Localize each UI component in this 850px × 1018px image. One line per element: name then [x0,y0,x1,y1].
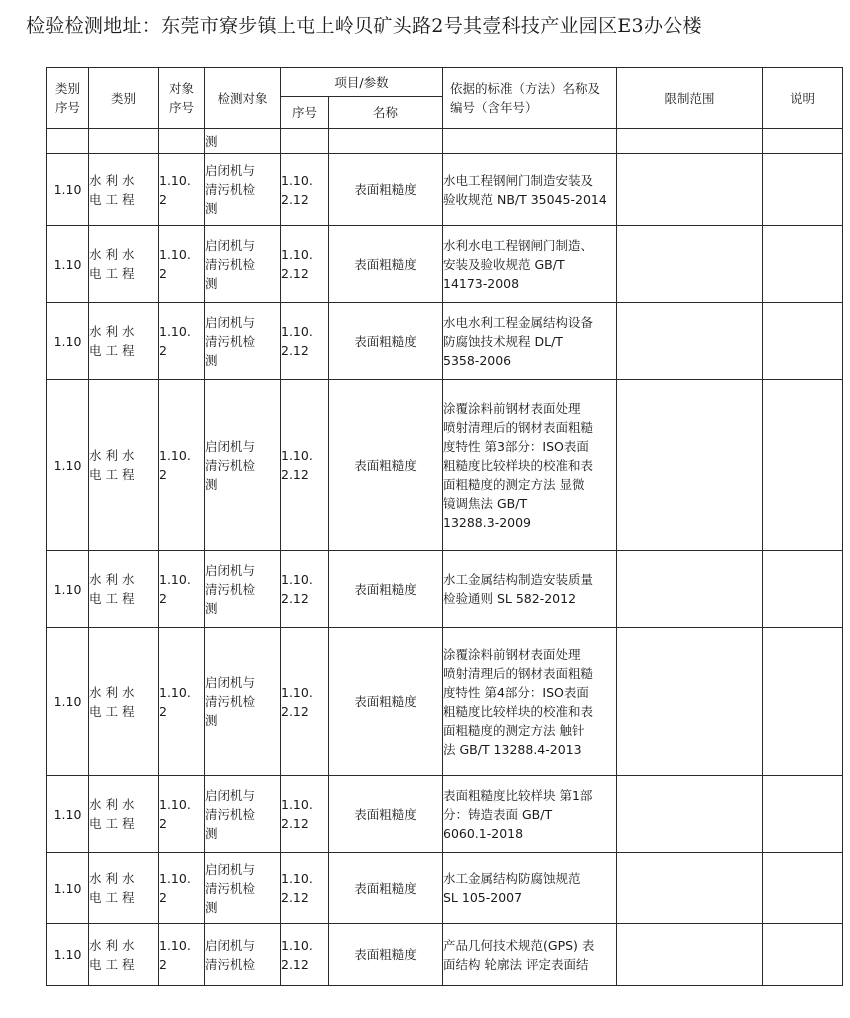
cell-limit [617,303,763,380]
cell-note [763,776,843,853]
cell-item-no: 1.10. 2.12 [281,226,329,303]
cell-item-name: 表面粗糙度 [329,776,443,853]
address-text: 检验检测地址：东莞市寮步镇上屯上岭贝矿头路2号其壹科技产业园区E3办公楼 [26,15,702,37]
cell-standard: 表面粗糙度比较样块 第1部 分：铸造表面 GB/T 6060.1-2018 [443,776,617,853]
cell-object-no: 1.10. 2 [159,776,205,853]
cell-standard: 涂覆涂料前钢材表面处理 喷射清理后的钢材表面粗糙 度特性 第3部分：ISO表面 粗糙度比较样块的校准和表 面粗糙度的测定方法 显微 镜调焦法 GB/T 13288.3-2009 [443,380,617,551]
cell-object: 启闭机与 清污机检 测 [205,628,281,776]
cell-category: 水利水 电工程 [89,924,159,986]
cell-standard: 水工金属结构制造安装质量 检验通则 SL 582-2012 [443,551,617,628]
cell-object: 启闭机与 清污机检 [205,924,281,986]
cell-item-name: 表面粗糙度 [329,154,443,226]
table-row [47,853,843,924]
cell-item-name: 表面粗糙度 [329,551,443,628]
cell-category: 水利水 电工程 [89,551,159,628]
cell-category-no: 1.10 [47,154,89,226]
cell-item-no: 1.10. 2.12 [281,380,329,551]
header-category: 类别 [89,68,159,129]
header-item-name: 名称 [329,97,443,129]
table-row [47,551,843,628]
cell-item-name: 表面粗糙度 [329,628,443,776]
cell-standard: 水电工程钢闸门制造安装及 验收规范 NB/T 35045-2014 [443,154,617,226]
cell-category: 水利水 电工程 [89,154,159,226]
cell-category: 水利水 电工程 [89,303,159,380]
table-row [47,303,843,380]
cell-object: 启闭机与 清污机检 测 [205,226,281,303]
cell-limit [617,551,763,628]
scope-table [46,67,843,986]
cell-object: 启闭机与 清污机检 测 [205,551,281,628]
cell-note [763,226,843,303]
cell-note [763,853,843,924]
cell-standard: 水工金属结构防腐蚀规范 SL 105-2007 [443,853,617,924]
cell-object-no: 1.10. 2 [159,924,205,986]
cell-category: 水利水 电工程 [89,853,159,924]
continuation-row [47,129,843,154]
cell-category-no: 1.10 [47,853,89,924]
cell-category-no: 1.10 [47,303,89,380]
cell-item-no: 1.10. 2.12 [281,628,329,776]
cell-limit [617,924,763,986]
cell-category: 水利水 电工程 [89,628,159,776]
cell-category: 水利水 电工程 [89,226,159,303]
cell-item-no: 1.10. 2.12 [281,154,329,226]
cell-limit [617,226,763,303]
cell-note [763,628,843,776]
cell-limit [617,628,763,776]
header-standard: 依据的标准（方法）名称及 编号（含年号） [443,68,617,129]
cell-note [763,380,843,551]
cell-object-no: 1.10. 2 [159,853,205,924]
cell-limit [617,776,763,853]
page-header [26,14,816,39]
table-row [47,628,843,776]
cell-object-no: 1.10. 2 [159,303,205,380]
cell-item-name: 表面粗糙度 [329,303,443,380]
cell-note [763,551,843,628]
cell-note [763,303,843,380]
cell-item-name: 表面粗糙度 [329,380,443,551]
cell-category-no: 1.10 [47,924,89,986]
cell-item-name: 表面粗糙度 [329,924,443,986]
cell-standard: 水利水电工程钢闸门制造、 安装及验收规范 GB/T 14173-2008 [443,226,617,303]
cell-item-no: 1.10. 2.12 [281,924,329,986]
cell-category-no: 1.10 [47,776,89,853]
cell-standard: 产品几何技术规范(GPS) 表 面结构 轮廓法 评定表面结 [443,924,617,986]
cell-object: 启闭机与 清污机检 测 [205,380,281,551]
header-note: 说明 [763,68,843,129]
header-object: 检测对象 [205,68,281,129]
cell-standard: 水电水利工程金属结构设备 防腐蚀技术规程 DL/T 5358-2006 [443,303,617,380]
cell-category-no: 1.10 [47,226,89,303]
cell-object: 启闭机与 清污机检 测 [205,853,281,924]
cell-limit [617,380,763,551]
cell-object-no: 1.10. 2 [159,226,205,303]
cell-note [763,924,843,986]
header-category-no: 类别 序号 [47,68,89,129]
cell-object: 启闭机与 清污机检 测 [205,154,281,226]
cell-object-no: 1.10. 2 [159,154,205,226]
cell-item-no: 1.10. 2.12 [281,303,329,380]
cell-category: 水利水 电工程 [89,380,159,551]
cell-item-no: 1.10. 2.12 [281,551,329,628]
cell-category-no: 1.10 [47,628,89,776]
header-item-param: 项目/参数 [281,68,443,97]
table-row [47,776,843,853]
table-row [47,226,843,303]
cell-object: 启闭机与 清污机检 测 [205,776,281,853]
table-row [47,380,843,551]
cell-limit [617,154,763,226]
header-limit: 限制范围 [617,68,763,129]
cell-category: 水利水 电工程 [89,776,159,853]
continuation-object: 测 [205,129,281,154]
header-item-no: 序号 [281,97,329,129]
cell-standard: 涂覆涂料前钢材表面处理 喷射清理后的钢材表面粗糙 度特性 第4部分：ISO表面 粗糙度比较样块的校准和表 面粗糙度的测定方法 触针 法 GB/T 13288.4-2013 [443,628,617,776]
table-row [47,924,843,986]
cell-object-no: 1.10. 2 [159,628,205,776]
cell-category-no: 1.10 [47,380,89,551]
header-object-no: 对象 序号 [159,68,205,129]
cell-object-no: 1.10. 2 [159,551,205,628]
cell-note [763,154,843,226]
cell-item-name: 表面粗糙度 [329,226,443,303]
cell-item-no: 1.10. 2.12 [281,853,329,924]
cell-item-name: 表面粗糙度 [329,853,443,924]
cell-limit [617,853,763,924]
cell-object: 启闭机与 清污机检 测 [205,303,281,380]
cell-object-no: 1.10. 2 [159,380,205,551]
cell-category-no: 1.10 [47,551,89,628]
cell-item-no: 1.10. 2.12 [281,776,329,853]
table-row [47,154,843,226]
